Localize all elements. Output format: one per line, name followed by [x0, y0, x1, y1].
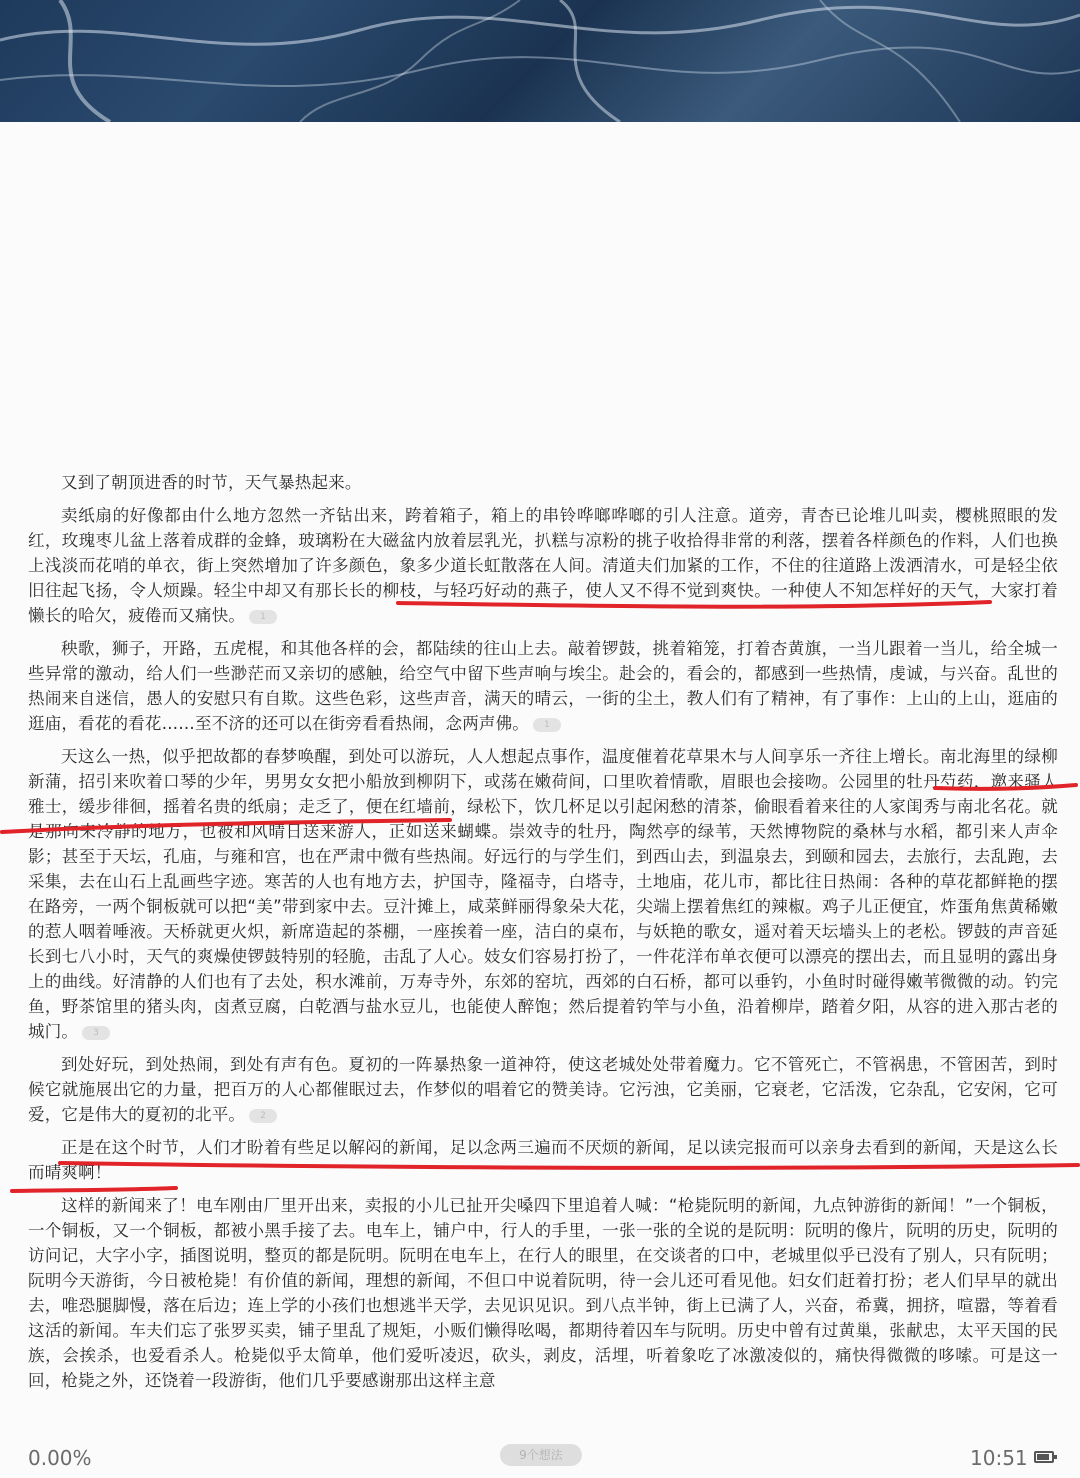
paragraph-text: 又到了朝顶进香的时节，天气暴热起来。	[61, 473, 362, 492]
paragraph-4	[28, 744, 1058, 1044]
comment-count-badge[interactable]: 1	[249, 610, 277, 624]
paragraph-2	[28, 503, 1058, 628]
comment-count-badge[interactable]: 1	[533, 718, 561, 732]
thoughts-button[interactable]: 9个想法	[500, 1444, 582, 1466]
header-banner-image	[0, 0, 1080, 122]
comment-count-badge[interactable]: 2	[249, 1109, 277, 1123]
marble-pattern	[0, 0, 1080, 122]
paragraph-text: 到处好玩，到处热闹，到处有声有色。夏初的一阵暴热象一道神符，使这老城处处带着魔力。它不管死亡，不管祸患，不管困苦，到时候它就施展出它的力量，把百万的人心都催眠过去，作梦似的唱着它的赞美诗。它污浊，它美丽，它衰老，它活泼，它杂乱，它安闲，它可爱，它是伟大的夏初的北平。	[28, 1055, 1058, 1124]
reading-content	[28, 470, 1058, 1401]
comment-count-badge[interactable]: 3	[82, 1026, 110, 1040]
paragraph-7	[28, 1193, 1058, 1393]
clock-time: 10:51	[970, 1446, 1028, 1470]
paragraph-3	[28, 636, 1058, 736]
paragraph-text: 秧歌，狮子，开路，五虎棍，和其他各样的会，都陆续的往山上去。敲着锣鼓，挑着箱笼，打着杏黄旗，一当儿跟着一当儿，给全城一些异常的激动，给人们一些渺茫而又亲切的感触，给空气中留下些声响与埃尘。赴会的，看会的，都感到一些热情，虔诚，与兴奋。乱世的热闹来自迷信，愚人的安慰只有自欺。这些色彩，这些声音，满天的晴云，一街的尘土，教人们有了精神，有了事作：上山的上山，逛庙的逛庙，看花的看花……至不济的还可以在街旁看看热闹，念两声佛。	[28, 639, 1058, 733]
paragraph-1	[28, 470, 1058, 495]
paragraph-5	[28, 1052, 1058, 1127]
battery-icon	[1034, 1451, 1054, 1463]
paragraph-text: 正是在这个时节，人们才盼着有些足以解闷的新闻，足以念两三遍而不厌烦的新闻，足以读完报而可以亲身去看到的新闻，天是这么长而晴爽啊！	[28, 1138, 1058, 1182]
reading-progress: 0.00%	[28, 1446, 92, 1470]
paragraph-text: 这样的新闻来了！电车刚由厂里开出来，卖报的小儿已扯开尖嗓四下里追着人喊：“枪毙阮明的新闻，九点钟游街的新闻！”一个铜板，一个铜板，又一个铜板，都被小黑手接了去。电车上，铺户中，行人的手里，一张一张的全说的是阮明：阮明的像片，阮明的历史，阮明的访问记，大字小字，插图说明，整页的都是阮明。阮明在电车上，在行人的眼里，在交谈者的口中，老城里似乎已没有了别人，只有阮明；阮明今天游街，今日被枪毙！有价值的新闻，理想的新闻，不但口中说着阮明，待一会儿还可看见他。妇女们赶着打扮；老人们早早的就出去，唯恐腿脚慢，落在后边；连上学的小孩们也想逃半天学，去见识见识。到八点半钟，街上已满了人，兴奋，希冀，拥挤，喧嚣，等着看这活的新闻。车夫们忘了张罗买卖，铺子里乱了规矩，小贩们懒得吆喝，都期待着囚车与阮明。历史中曾有过黄巢，张献忠，太平天国的民族，会挨杀，也爱看杀人。枪毙似乎太简单，他们爱听凌迟，砍头，剥皮，活埋，听着象吃了冰激凌似的，痛快得微微的哆嗦。可是这一回，枪毙之外，还饶着一段游街，他们几乎要感谢那出这样主意	[28, 1196, 1058, 1390]
paragraph-text: 天这么一热，似乎把故都的春梦唤醒，到处可以游玩，人人想起点事作，温度催着花草果木与人间享乐一齐往上增长。南北海里的绿柳新蒲，招引来吹着口琴的少年，男男女女把小船放到柳阴下，或荡在嫩荷间，口里吹着情歌，眉眼也会接吻。公园里的牡丹芍药，邀来骚人雅士，缓步徘徊，摇着名贵的纸扇；走乏了，便在红墙前，绿松下，饮几杯足以引起闲愁的清茶，偷眼看着来往的人家闺秀与南北名花。就是那向来冷静的地方，也被和风晴日送来游人，正如送来蝴蝶。崇效寺的牡丹，陶然亭的绿苇，天然博物院的桑林与水稻，都引来人声伞影；甚至于天坛，孔庙，与雍和宫，也在严肃中微有些热闹。好远行的与学生们，到西山去，到温泉去，到颐和园去，去旅行，去乱跑，去采集，去在山石上乱画些字迹。寒苦的人也有地方去，护国寺，隆福寺，白塔寺，土地庙，花儿市，都比往日热闹：各种的草花都鲜艳的摆在路旁，一两个铜板就可以把“美”带到家中去。豆汁摊上，咸菜鲜丽得象朵大花，尖端上摆着焦红的辣椒。鸡子儿正便宜，炸蛋角焦黄稀嫩的惹人咽着唾液。天桥就更火炽，新席造起的茶棚，一座挨着一座，洁白的桌布，与妖艳的歌女，遥对着天坛墙头上的老松。锣鼓的声音延长到七八小时，天气的爽燥使锣鼓特别的轻脆，击乱了人心。妓女们容易打扮了，一件花洋布单衣便可以漂亮的摆出去，而且显明的露出身上的曲线。好清静的人们也有了去处，积水滩前，万寿寺外，东郊的窑坑，西郊的白石桥，都可以垂钓，小鱼时时碰得嫩苇微微的动。钓完鱼，野茶馆里的猪头肉，卤煮豆腐，白乾酒与盐水豆儿，也能使人醉饱；然后提着钓竿与小鱼，沿着柳岸，踏着夕阳，从容的进入那古老的城门。	[28, 747, 1058, 1041]
paragraph-text: 卖纸扇的好像都由什么地方忽然一齐钻出来，跨着箱子，箱上的串铃哗啷哗啷的引人注意。道旁，青杏已论堆儿叫卖，樱桃照眼的发红，玫瑰枣儿盆上落着成群的金蜂，玻璃粉在大磁盆内放着层乳光，扒糕与凉粉的挑子收拾得非常的利落，摆着各样颜色的作料，人们也换上浅淡而花哨的单衣，街上突然增加了许多颜色，象多少道长虹散落在人间。清道夫们加紧的工作，不住的往道路上泼洒清水，可是轻尘依旧往起飞扬，令人烦躁。轻尘中却又有那长长的柳枝，与轻巧好动的燕子，使人又不得不觉到爽快。一种使人不知怎样好的天气，大家打着懒长的哈欠，疲倦而又痛快。	[28, 506, 1058, 625]
paragraph-6	[28, 1135, 1058, 1185]
